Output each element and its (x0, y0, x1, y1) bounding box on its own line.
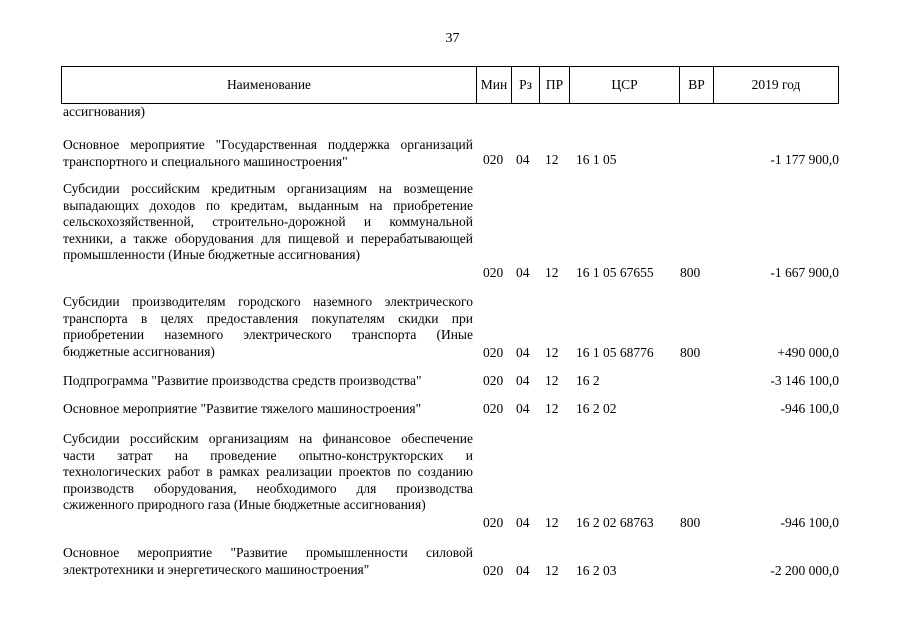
row-amount: +490 000,0 (777, 345, 839, 360)
header-min: Мин (477, 67, 512, 103)
row-csr: 16 2 03 (576, 563, 617, 578)
row-amount: -3 146 100,0 (770, 373, 839, 388)
row-csr: 16 1 05 68776 (576, 345, 654, 360)
row-amount: -2 200 000,0 (770, 563, 839, 578)
row-amount: -1 667 900,0 (770, 265, 839, 280)
row-rz: 04 (516, 515, 530, 530)
header-name: Наименование (62, 67, 477, 103)
row-min: 020 (483, 373, 504, 388)
row-pr: 12 (545, 401, 559, 416)
page-number: 37 (445, 31, 460, 46)
row-amount: -946 100,0 (780, 401, 839, 416)
row-min: 020 (483, 563, 504, 578)
row-min: 020 (483, 265, 504, 280)
row-csr: 16 2 (576, 373, 600, 388)
row-pr: 12 (545, 152, 559, 167)
row-rz: 04 (516, 563, 530, 578)
row-name: Субсидии российским кредитным организациям на возмещение выпадающих доходов по кредитам, выданным на приобретение сельскохозяйственной, строительно-дорожной и коммунальной техники, а также оборудования для пищевой и перерабатывающей промышленности (Иные бюджетные ассигнования) (63, 181, 473, 262)
row-vr: 800 (680, 345, 701, 360)
header-vr: ВР (680, 67, 714, 103)
row-pr: 12 (545, 515, 559, 530)
row-csr: 16 2 02 68763 (576, 515, 654, 530)
row-rz: 04 (516, 152, 530, 167)
row-csr: 16 1 05 (576, 152, 617, 167)
row-name: Субсидии производителям городского наземного электрического транспорта в целях предоставления покупателям скидки при приобретении наземного электрического транспорта (Иные бюджетные ассигнования) (63, 294, 473, 359)
header-pr: ПР (540, 67, 570, 103)
row-vr: 800 (680, 265, 701, 280)
row-min: 020 (483, 152, 504, 167)
row-min: 020 (483, 401, 504, 416)
row-amount: -946 100,0 (780, 515, 839, 530)
row-pr: 12 (545, 563, 559, 578)
table-header (61, 66, 839, 104)
row-name: Субсидии российским организациям на финансовое обеспечение части затрат на проведение опытно-конструкторских и технологических работ в рамках реализации проектов по созданию производств оборудования, необходимого для производства сжиженного природного газа (Иные бюджетные ассигнования) (63, 431, 473, 512)
row-rz: 04 (516, 373, 530, 388)
header-year: 2019 год (751, 77, 801, 92)
row-rz: 04 (516, 345, 530, 360)
row-amount: -1 177 900,0 (770, 152, 839, 167)
row-name: Подпрограмма "Развитие производства средств производства" (63, 373, 422, 388)
row-rz: 04 (516, 265, 530, 280)
continuation-text: ассигнования) (63, 104, 146, 119)
row-vr: 800 (680, 515, 701, 530)
header-rz: Рз (512, 67, 540, 103)
row-pr: 12 (545, 265, 559, 280)
row-name: Основное мероприятие "Государственная поддержка организаций транспортного и специального машиностроения" (63, 137, 473, 169)
row-name: Основное мероприятие "Развитие тяжелого машиностроения" (63, 401, 422, 416)
header-csr: ЦСР (570, 67, 680, 103)
row-min: 020 (483, 515, 504, 530)
row-pr: 12 (545, 373, 559, 388)
row-rz: 04 (516, 401, 530, 416)
row-csr: 16 2 02 (576, 401, 617, 416)
row-min: 020 (483, 345, 504, 360)
row-csr: 16 1 05 67655 (576, 265, 654, 280)
row-pr: 12 (545, 345, 559, 360)
row-name: Основное мероприятие "Развитие промышленности силовой электротехники и энергетического машиностроения" (63, 545, 473, 577)
